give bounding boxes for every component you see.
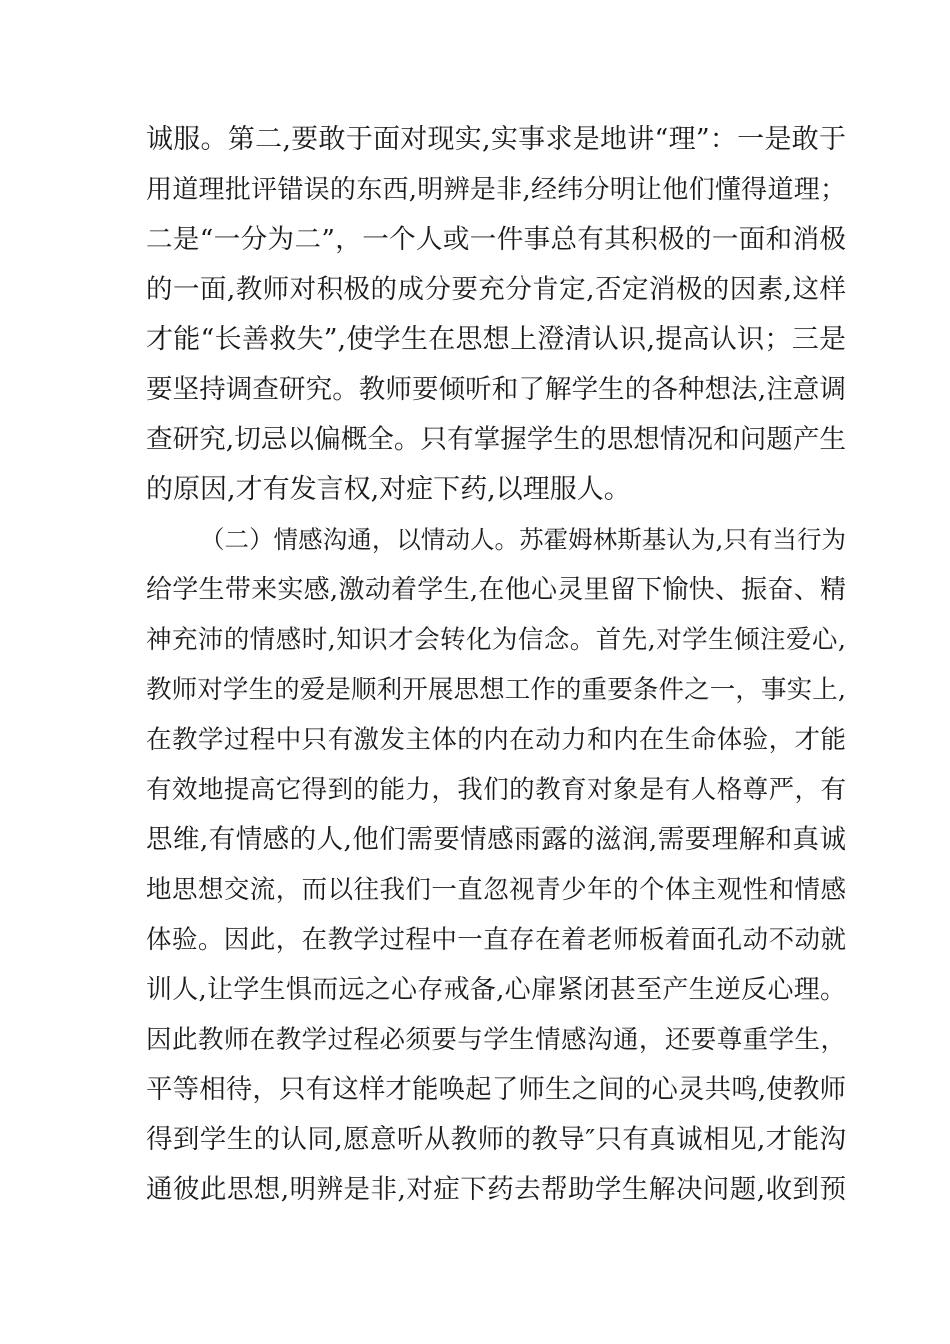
text-line: 神充沛的情感时,知识才会转化为信念。首先,对学生倾注爱心, bbox=[146, 625, 846, 655]
text-line: 通彼此思想,明辨是非,对症下药去帮助学生解决问题,收到预 bbox=[146, 1174, 846, 1205]
text-line: 教师对学生的爱是顺利开展思想工作的重要条件之一，事实上, bbox=[146, 675, 846, 705]
text-line: 在教学过程中只有激发主体的内在动力和内在生命体验，才能 bbox=[146, 725, 846, 755]
text-line: 因此教师在教学过程必须要与学生情感沟通，还要尊重学生， bbox=[146, 1025, 846, 1055]
text-line: 训人,让学生惧而远之心存戒备,心扉紧闭甚至产生逆反心理。 bbox=[146, 975, 846, 1005]
text-line: 诚服。第二,要敢于面对现实,实事求是地讲“理”：一是敢于 bbox=[146, 124, 846, 155]
paragraph-first-line: （二）情感沟通，以情动人。苏霍姆林斯基认为,只有当行为 bbox=[200, 525, 846, 554]
text-line: 用道理批评错误的东西,明辨是非,经纬分明让他们懂得道理； bbox=[146, 175, 846, 205]
text-line: 得到学生的认同,愿意听从教师的教导″只有真诚相见,才能沟 bbox=[146, 1124, 846, 1155]
text-line: 才能“长善救失”,使学生在思想上澄清认识,提高认识；三是 bbox=[146, 324, 846, 355]
text-line: 平等相待，只有这样才能唤起了师生之间的心灵共鸣,使教师 bbox=[146, 1074, 846, 1105]
text-line: 二是“一分为二”，一个人或一件事总有其积极的一面和消极 bbox=[146, 224, 846, 255]
text-line: 地思想交流，而以往我们一直忽视青少年的个体主观性和情感 bbox=[146, 875, 846, 905]
paragraph-last-line: 的原因,才有发言权,对症下药,以理服人。 bbox=[146, 474, 631, 505]
text-line: 给学生带来实感,激动着学生,在他心灵里留下愉快、振奋、精 bbox=[146, 575, 846, 605]
text-line: 查研究,切忌以偏概全。只有掌握学生的思想情况和问题产生 bbox=[146, 424, 846, 455]
text-line: 有效地提高它得到的能力，我们的教育对象是有人格尊严，有 bbox=[146, 775, 846, 805]
text-line: 体验。因此，在教学过程中一直存在着老师板着面孔动不动就 bbox=[146, 925, 846, 955]
text-line: 思维,有情感的人,他们需要情感雨露的滋润,需要理解和真诚 bbox=[146, 824, 846, 855]
text-line: 要坚持调查研究。教师要倾听和了解学生的各种想法,注意调 bbox=[146, 374, 846, 405]
text-line: 的一面,教师对积极的成分要充分肯定,否定消极的因素,这样 bbox=[146, 274, 846, 305]
